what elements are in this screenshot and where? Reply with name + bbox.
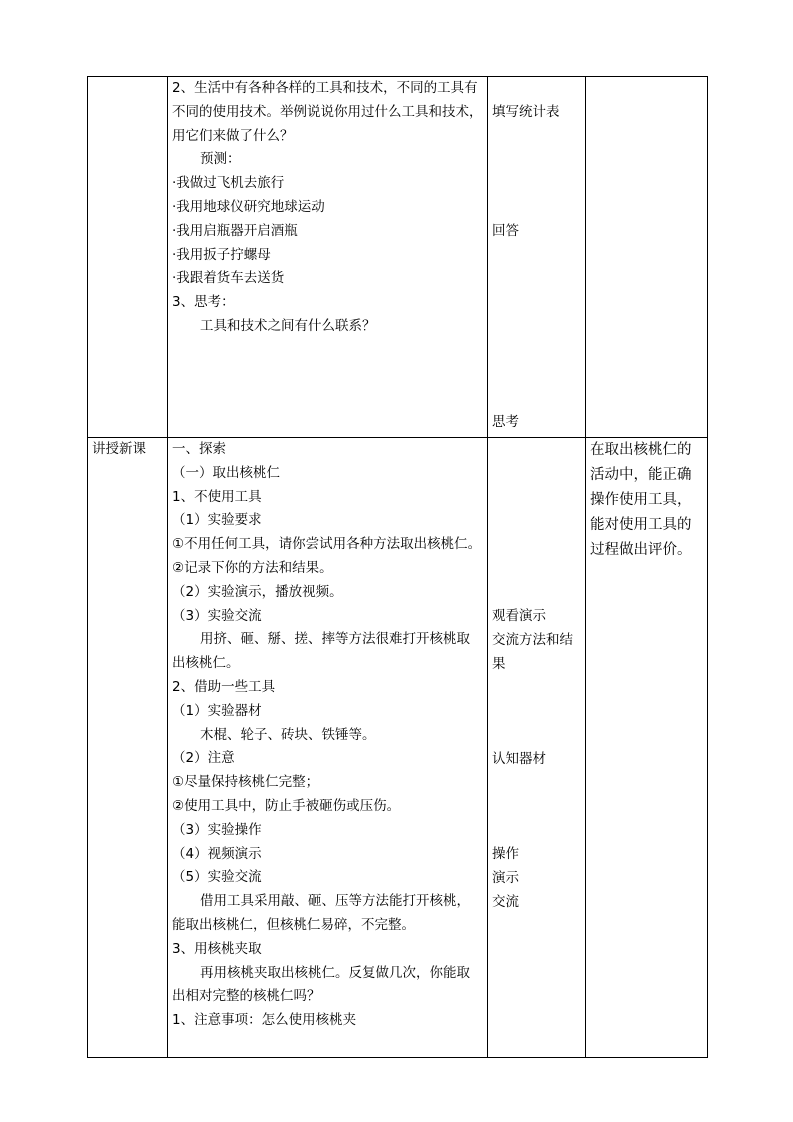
content-line: 木棍、轮子、砖块、铁锤等。 [200, 726, 376, 743]
section-label-cell [88, 438, 168, 1058]
content-line: 3、用核桃夹取 [172, 940, 262, 957]
student-activity-cell [488, 77, 586, 438]
table-row [88, 438, 708, 1058]
content-line: ②使用工具中，防止手被砸伤或压伤。 [172, 797, 401, 814]
content-line: ·我用扳子拧螺母 [172, 246, 271, 263]
student-activity: 认知器材 [492, 751, 546, 767]
content-line: 1、不使用工具 [172, 488, 262, 505]
content-line: ·我用地球仪研究地球运动 [172, 198, 325, 215]
student-activity: 交流方法和结果 [492, 632, 573, 672]
design-intent-cell [586, 77, 708, 438]
student-activity-cell [488, 438, 586, 1058]
content-line: ①不用任何工具，请你尝试用各种方法取出核桃仁。 [172, 536, 482, 553]
content-line: （2）实验演示，播放视频。 [172, 583, 343, 600]
content-line: （4）视频演示 [172, 845, 262, 862]
content-line: 一、探索 [172, 441, 226, 457]
content-line: （一）取出核桃仁 [172, 464, 280, 481]
teaching-content-cell [168, 438, 488, 1058]
content-line: （3）实验操作 [172, 821, 262, 838]
content-line: （5）实验交流 [172, 869, 262, 886]
student-activity: 回答 [492, 223, 519, 239]
section-label-cell [88, 77, 168, 438]
student-activity: 操作 [492, 846, 519, 862]
teaching-content-cell [168, 77, 488, 438]
content-line: （1）实验要求 [172, 512, 262, 529]
section-label: 讲授新课 [92, 441, 146, 457]
table-row [88, 77, 708, 438]
content-line: 再用核桃夹取出核桃仁。反复做几次，你能取出相对完整的核桃仁吗？ [172, 964, 470, 1005]
student-activity: 演示 [492, 870, 519, 886]
content-line: ·我跟着货车去送货 [172, 270, 285, 287]
content-line: （1）实验器材 [172, 702, 262, 719]
student-activity: 思考 [492, 414, 519, 430]
content-line: 1、注意事项：怎么使用核桃夹 [172, 1012, 357, 1029]
content-line: 2、生活中有各种各样的工具和技术，不同的工具有不同的使用技术。举例说说你用过什么工具和技术，用它们来做了什么？ [172, 80, 483, 144]
content-line: 2、借助一些工具 [172, 678, 276, 695]
content-line: ·我用启瓶器开启酒瓶 [172, 222, 298, 239]
design-intent-cell [586, 438, 708, 1058]
content-line: ·我做过飞机去旅行 [172, 175, 285, 192]
content-line: 工具和技术之间有什么联系？ [200, 317, 376, 334]
student-activity: 填写统计表 [492, 104, 560, 120]
content-line: 3、思考： [172, 294, 235, 311]
content-line: ①尽量保持核桃仁完整； [172, 774, 320, 791]
design-intent-text: 在取出核桃仁的活动中，能正确操作使用工具，能对使用工具的过程做出评价。 [590, 442, 692, 558]
student-activity: 观看演示 [492, 608, 546, 624]
content-line: （3）实验交流 [172, 607, 262, 624]
content-line: 预测： [200, 151, 241, 168]
content-line: （2）注意 [172, 750, 235, 767]
lesson-plan-table [87, 76, 708, 1058]
content-line: 借用工具采用敲、砸、压等方法能打开核桃，能取出核桃仁，但核桃仁易碎，不完整。 [172, 893, 470, 933]
student-activity: 交流 [492, 894, 519, 910]
content-line: ②记录下你的方法和结果。 [172, 559, 333, 576]
content-line: 用挤、砸、掰、搓、摔等方法很难打开核桃取出核桃仁。 [172, 631, 470, 672]
